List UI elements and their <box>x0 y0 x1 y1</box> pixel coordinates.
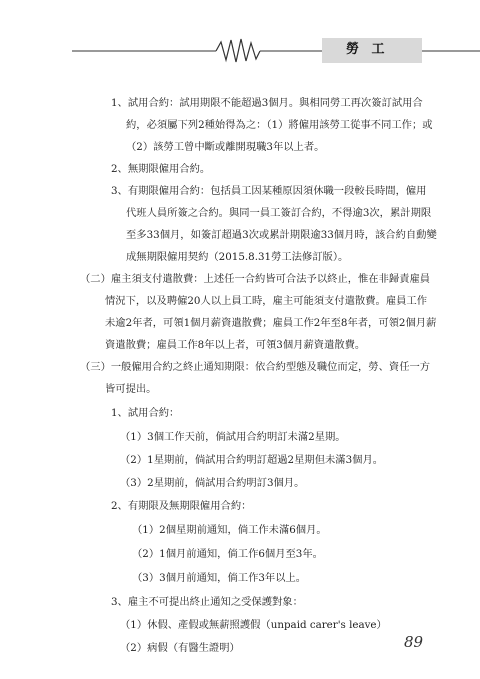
text-line: （1）休假、產假或無薪照護假（unpaid carer's leave） <box>120 619 387 631</box>
text-line: 2、無期限僱用合約。 <box>111 163 211 175</box>
text-line: 未逾2年者，可領1個月薪資遣散費；雇員工作2年至8年者，可領2個月薪 <box>105 317 437 329</box>
text-line: （二）雇主須支付遣散費：上述任一合約皆可合法予以終止，惟在非歸責雇員 <box>80 273 431 285</box>
text-line: 1、試用合約：試用期限不能超過3個月。與相同勞工再次簽訂試用合 <box>111 97 423 109</box>
text-line: 2、有期限及無期限僱用合約： <box>111 500 252 512</box>
text-line: 情況下，以及聘僱20人以上員工時，雇主可能須支付遣散費。雇員工作 <box>105 295 428 307</box>
text-line: 1、試用合約： <box>111 407 180 419</box>
text-line: （2）1星期前，倘試用合約明訂超過2星期但未滿3個月。 <box>120 454 384 466</box>
text-line: （2）該勞工曾中斷或離開現職3年以上者。 <box>126 141 325 153</box>
text-line: （三）一般僱用合約之終止通知期限：依合約型態及職位而定，勞、資任一方 <box>80 361 431 373</box>
text-line: （3）2星期前，倘試用合約明訂3個月。 <box>120 477 305 489</box>
text-line: 代班人員所簽之合約。與同一員工簽訂合約，不得逾3次，累計期限 <box>126 207 432 219</box>
text-line: （2）1個月前通知，倘工作6個月至3年。 <box>132 548 323 560</box>
text-line: （3）3個月前通知，倘工作3年以上。 <box>132 572 307 584</box>
text-line: 皆可提出。 <box>105 383 157 395</box>
text-line: （1）3個工作天前，倘試用合約明訂未滿2星期。 <box>120 431 346 443</box>
text-line: 3、有期限僱用合約：包括員工因某種原因須休職一段較長時間，僱用 <box>111 185 427 197</box>
text-line: 3、雇主不可提出終止通知之受保護對象： <box>111 596 303 608</box>
text-line: 資遣散費；雇員工作8年以上者，可領3個月薪資遣散費。 <box>105 339 366 351</box>
text-line: （2）病假（有醫生證明） <box>120 642 240 654</box>
text-line: （1）2個星期前通知，倘工作未滿6個月。 <box>132 524 327 536</box>
page-number: 89 <box>404 633 424 651</box>
text-line: 至多33個月，如簽訂超過3次或累計期限逾33個月時，該合約自動變 <box>126 229 437 241</box>
text-line: 約，必須屬下列2種始得為之：（1）將僱用該勞工從事不同工作；或 <box>126 119 433 131</box>
text-line: 成無期限僱用契約（2015.8.31勞工法修訂版）。 <box>126 251 349 263</box>
section-title: 勞 工 <box>346 42 389 57</box>
